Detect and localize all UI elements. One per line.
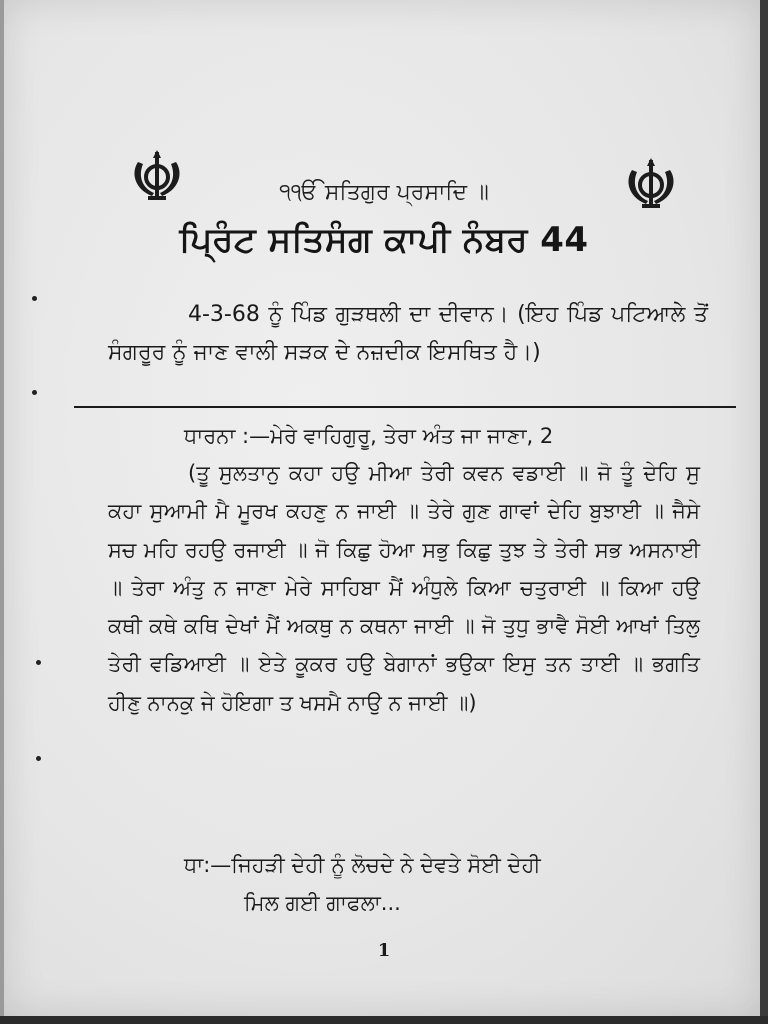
mool-mantar-invocation: ੧ੴ ਸਤਿਗੁਰ ਪ੍ਰਸਾਦਿ ॥ bbox=[279, 180, 489, 205]
closing-line-2: ਮਿਲ ਗਈ ਗਾਫਲਾ... bbox=[244, 891, 401, 915]
margin-dot bbox=[36, 756, 41, 761]
page-bottom-edge bbox=[0, 1016, 768, 1024]
verse-paragraph: (ਤੂ ਸੁਲਤਾਨੁ ਕਹਾ ਹਉ ਮੀਆ ਤੇਰੀ ਕਵਨ ਵਡਾਈ ॥ ਜੋ ਤੂੰ ਦੇਹਿ ਸੁ ਕਹਾ ਸੁਆਮੀ ਮੈ ਮੂਰਖ ਕਹਣੁ ਨ ਜਾਈ ॥ ਤੇਰੇ ਗੁਣ ਗਾਵਾਂ ਦੇਹਿ ਬੁਝਾਈ ॥ ਜੈਸੇ ਸਚ ਮਹਿ ਰਹਉ ਰਜਾਈ ॥ ਜੋ ਕਿਛੁ ਹੋਆ ਸਭੁ ਕਿਛੁ ਤੁਝ ਤੇ ਤੇਰੀ ਸਭ ਅਸਨਾਈ ॥ ਤੇਰਾ ਅੰਤੁ ਨ ਜਾਣਾ ਮੇਰੇ ਸਾਹਿਬਾ ਮੈਂ ਅੰਧੁਲੇ ਕਿਆ ਚਤੁਰਾਈ ॥ ਕਿਆ ਹਉ ਕਥੀ ਕਥੇ ਕਥਿ ਦੇਖਾਂ ਮੈਂ ਅਕਥੁ ਨ ਕਥਨਾ ਜਾਈ ॥ ਜੋ ਤੁਧੁ ਭਾਵੈ ਸੋਈ ਆਖਾਂ ਤਿਲੁ ਤੇਰੀ ਵਡਿਆਈ ॥ ਏਤੇ ਕੂਕਰ ਹਉ ਬੇਗਾਨਾਂ ਭਉਕਾ ਇਸੁ ਤਨ ਤਾਈ ॥ ਭਗਤਿ ਹੀਣੁ ਨਾਨਕੁ ਜੇ ਹੋਇਗਾ ਤ ਖਸਮੈ ਨਾਉ ਨ ਜਾਈ ॥) bbox=[108, 461, 700, 715]
margin-dot bbox=[36, 660, 41, 665]
dharna-line: ਧਾਰਨਾ :—ਮੇਰੇ ਵਾਹਿਗੁਰੂ, ਤੇਰਾ ਅੰਤ ਜਾ ਜਾਣਾ, 2 bbox=[184, 424, 554, 448]
margin-dot bbox=[32, 296, 37, 301]
page-number: 1 bbox=[377, 940, 391, 961]
closing-line-1: ਧਾ:—ਜਿਹੜੀ ਦੇਹੀ ਨੂੰ ਲੋਚਦੇ ਨੇ ਦੇਵਤੇ ਸੋਈ ਦੇਹੀ bbox=[184, 853, 541, 877]
margin-dot bbox=[32, 390, 37, 395]
divider-rule bbox=[74, 406, 736, 408]
closing-dharna bbox=[184, 846, 704, 922]
page-title: ਪ੍ਰਿੰਟ ਸਤਿਸੰਗ ਕਾਪੀ ਨੰਬਰ 44 bbox=[179, 220, 589, 260]
intro-paragraph: 4-3-68 ਨੂੰ ਪਿੰਡ ਗੁੜਥਲੀ ਦਾ ਦੀਵਾਨ। (ਇਹ ਪਿੰਡ ਪਟਿਆਲੇ ਤੋਂ ਸੰਗਰੂਰ ਨੂੰ ਜਾਣ ਵਾਲੀ ਸੜਕ ਦੇ ਨਜ਼ਦੀਕ ਇਸਥਿਤ ਹੈ।) bbox=[108, 302, 708, 365]
page-left-edge bbox=[0, 0, 4, 1016]
